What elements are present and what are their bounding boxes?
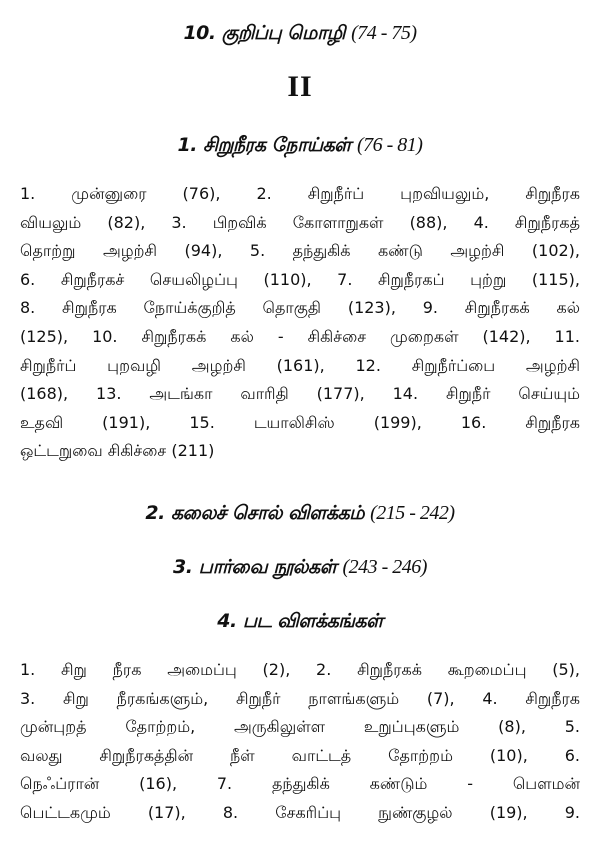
contents-line: 6. சிறுநீரகச் செயலிழப்பு (110), 7. சிறுநீரகப் புற்று (115),	[20, 269, 580, 289]
contents-line: வியலும் (82), 3. பிறவிக் கோளாறுகள் (88), 4. சிறுநீரகத்	[20, 212, 580, 232]
part-numeral: II	[287, 70, 313, 103]
section-1-title: 1. சிறுநீரக நோய்கள்	[177, 134, 351, 156]
section-1-heading	[0, 134, 600, 159]
contents-line: 1. முன்னுரை (76), 2. சிறுநீர்ப் புறவியலும், சிறுநீரக	[20, 184, 580, 203]
contents-line: 3. சிறு நீரகங்களும், சிறுநீர் நாளங்களும் (7), 4. சிறுநீரக	[20, 688, 580, 708]
contents-line: 1. சிறு நீரக அமைப்பு (2), 2. சிறுநீரகக் கூறமைப்பு (5),	[20, 660, 580, 679]
contents-line: வலது சிறுநீரகத்தின் நீள் வாட்டத் தோற்றம் (10), 6.	[20, 745, 580, 765]
section-4-title: 4. பட விளக்கங்கள்	[217, 610, 383, 632]
contents-line: ஒட்டறுவை சிகிச்சை (211)	[20, 441, 215, 461]
contents-line: 8. சிறுநீரக நோய்க்குறித் தொகுதி (123), 9. சிறுநீரகக் கல்	[20, 298, 580, 318]
contents-line: (168), 13. அடங்கா வாரிதி (177), 14. சிறுநீர் செய்யும்	[20, 384, 580, 404]
section-3-page-range: (243 - 246)	[342, 556, 427, 578]
section-10-heading	[0, 22, 600, 47]
section-2-heading	[0, 502, 600, 527]
contents-line: முன்புறத் தோற்றம், அருகிலுள்ள உறுப்புகளும் (8), 5.	[20, 717, 580, 737]
section-1-contents	[20, 180, 580, 466]
section-10-page-range: (74 - 75)	[351, 22, 417, 44]
contents-line: உதவி (191), 15. டயாலிசிஸ் (199), 16. சிறுநீரக	[20, 412, 580, 432]
contents-line: (125), 10. சிறுநீரகக் கல் - சிகிச்சை முறைகள் (142), 11.	[20, 326, 580, 346]
section-2-page-range: (215 - 242)	[370, 502, 455, 524]
contents-line: தொற்று அழற்சி (94), 5. தந்துகிக் கண்டு அழற்சி (102),	[20, 241, 580, 261]
section-3-heading	[0, 556, 600, 581]
contents-line: பெட்டகமும் (17), 8. சேகரிப்பு நுண்குழல் (19), 9.	[20, 802, 580, 822]
contents-line: சிறுநீர்ப் புறவழி அழற்சி (161), 12. சிறுநீர்ப்பை அழற்சி	[20, 355, 580, 375]
section-1-page-range: (76 - 81)	[356, 134, 423, 156]
section-2-title: 2. கலைச் சொல் விளக்கம்	[145, 502, 364, 524]
section-10-title: 10. குறிப்பு மொழி	[183, 22, 345, 44]
contents-line: நெஃப்ரான் (16), 7. தந்துகிக் கண்டும் - பௌமன்	[20, 774, 580, 794]
section-4-heading	[0, 610, 600, 635]
section-4-contents	[20, 656, 580, 828]
section-3-title: 3. பார்வை நூல்கள்	[173, 556, 337, 578]
